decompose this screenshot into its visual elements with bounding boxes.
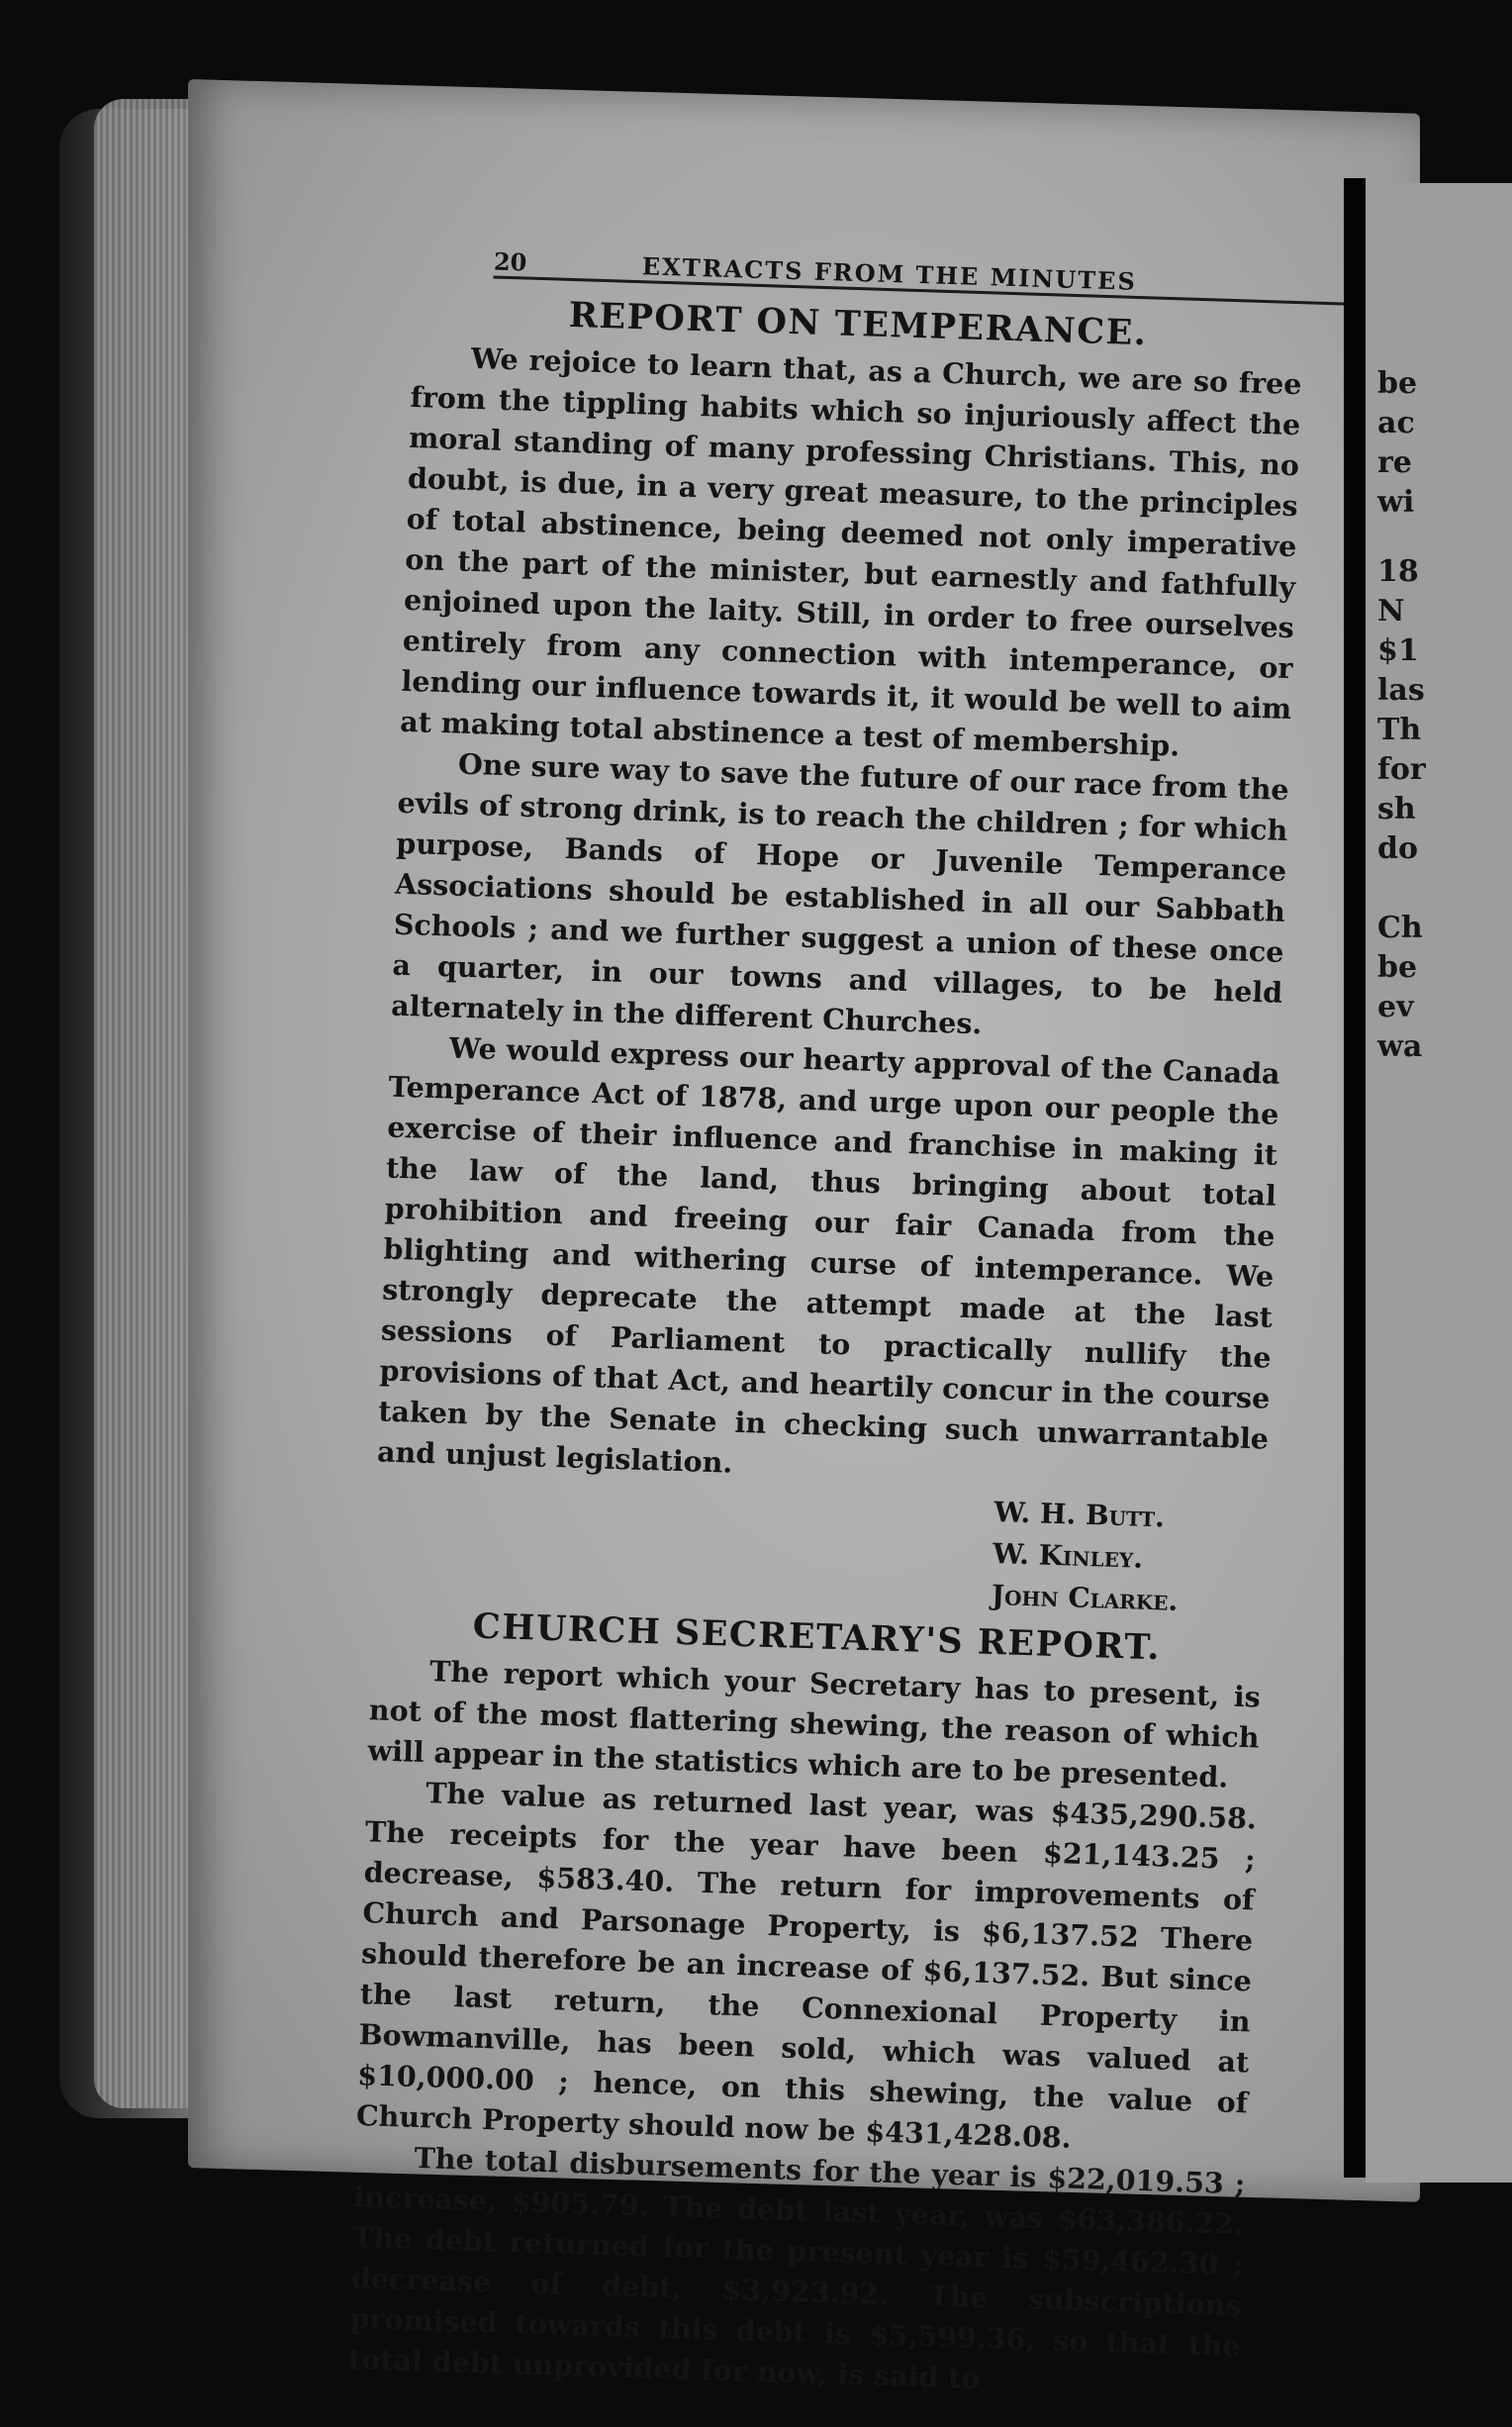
temperance-paragraph: We rejoice to learn that, as a Church, we are so free from the tippling habits which so injuriously affect the moral standing of many professing Christians. This, no doubt, is due, in a very great measure, to the principles of total abstinence, being deemed not only imperative on the part of the minister, but earnestly and fathfully enjoined upon the laity. Still, in order to free ourselves entirely from any connection with intemperance, or lending our influence towards it, it would be well to aim at making total abstinence a test of membership. — [399, 340, 1303, 763]
facing-fragment: be — [1377, 366, 1418, 401]
facing-fragment: wi — [1377, 485, 1415, 520]
facing-fragment: re — [1377, 445, 1412, 480]
secretary-paragraph: The value as returned last year, was $435,290.58. The receipts for the year have been $21,143.25 ; decrease, $583.40. The return for improvements of Church and Parsonage Property, is $6,137.52 There should therefore be an increase of $6,137.52. But since the last return, the Connexional Property in Bowmanville, has been sold, which was valued at $10,000.00 ; hence, on this shewing, the value of Church Property should now be $431,428.08. — [355, 1776, 1258, 2155]
facing-fragment: Th — [1377, 713, 1422, 747]
facing-fragment: las — [1377, 673, 1425, 708]
secretary-paragraph: The report which your Secretary has to present, is not of the most flattering shewing, the reason of which will appear in the statistics which are to be presented. — [367, 1654, 1262, 1795]
facing-fragment: ev — [1377, 990, 1414, 1024]
facing-fragment: for — [1377, 752, 1426, 787]
facing-fragment: 18 — [1377, 554, 1419, 589]
facing-fragment: $1 — [1377, 633, 1419, 668]
page-number: 20 — [493, 246, 527, 277]
signatory: W. H. Butt. — [993, 1496, 1166, 1534]
page-content — [348, 228, 1356, 2409]
facing-fragment: wa — [1377, 1029, 1423, 1064]
temperance-paragraph: We would express our hearty approval of the Canada Temperance Act of 1878, and urge upon our people the exercise of their influence and franchise in making it the law of the land, thus bringing about total prohibition and freeing our fair Canada from the blighting and withering curse of intemperance. We strongly deprecate the attempt made at the last sessions of Parliament to practically nullify the provisions of that Act, and heartily concur in the course taken by the Senate in checking such unwarrantable and unjust legislation. — [376, 1030, 1281, 1480]
signatory: John Clarke. — [991, 1578, 1179, 1617]
facing-fragment: ac — [1377, 406, 1415, 440]
running-title: EXTRACTS FROM THE MINUTES — [641, 251, 1138, 296]
facing-fragment: N — [1377, 594, 1405, 629]
facing-fragment: sh — [1377, 792, 1416, 826]
facing-fragment: be — [1377, 950, 1418, 985]
secretary-paragraph: The total disbursements for the year is $22,019.53 ; increase, $905.79. The debt last year, was $63,386.22. The debt returned for the present year is $59,462.30 ; decrease of debt, $3,923.92. The subscriptions promised towards this debt is $5,599.36, so that the total debt unprovided for now, is said to — [347, 2140, 1246, 2395]
temperance-paragraph: One sure way to save the future of our race from the evils of strong drink, is to reach the children ; for which purpose, Bands of Hope or Juvenile Temperance Associations should be established in all our Sabbath Schools ; and we further suggest a union of these once a quarter, in our towns and villages, to be held alternately in the different Churches. — [390, 746, 1290, 1041]
facing-page — [1366, 183, 1512, 2183]
facing-fragment: Ch — [1377, 911, 1423, 945]
facing-fragment: do — [1377, 831, 1418, 866]
secretary-report-title: CHURCH SECRETARY'S REPORT. — [472, 1605, 1162, 1669]
signatory: W. Kinley. — [992, 1536, 1144, 1575]
temperance-report-title: REPORT ON TEMPERANCE. — [568, 294, 1149, 354]
